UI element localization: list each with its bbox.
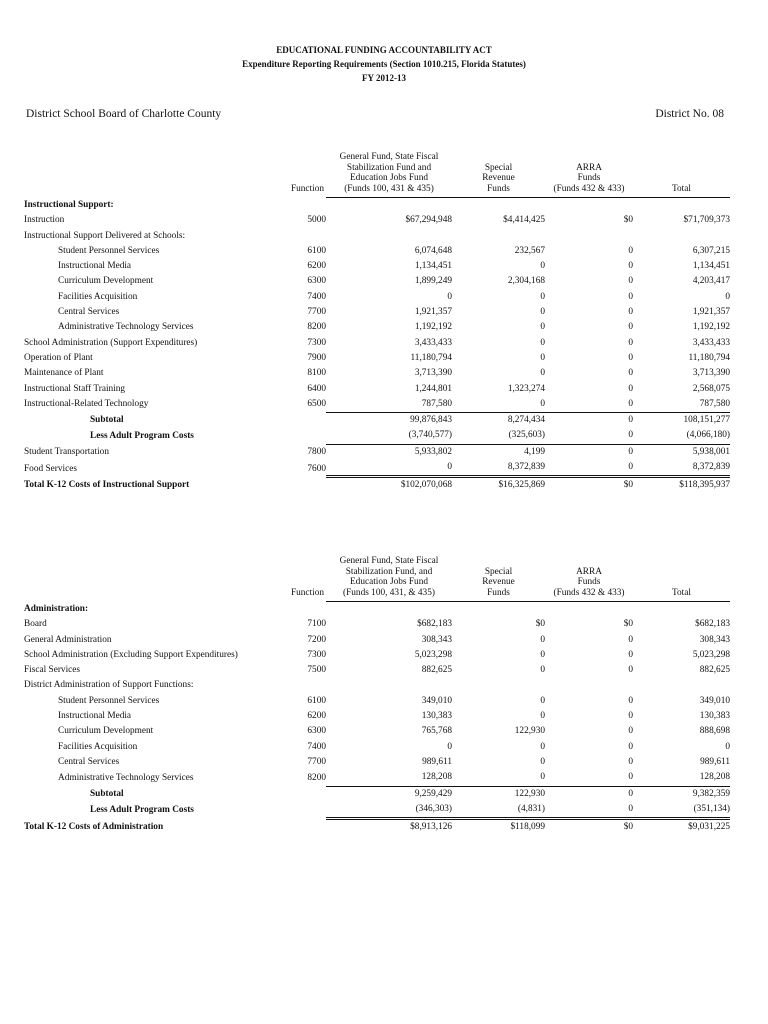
total-amount: $9,031,225 [633, 819, 730, 836]
row-label: Instructional Staff Training [24, 383, 126, 394]
total-amount: 3,713,390 [692, 368, 730, 379]
arra-funds-amount: 0 [628, 276, 633, 287]
arra-funds-amount: $0 [623, 215, 633, 226]
table-row [24, 366, 730, 381]
function-code: 6400 [307, 383, 326, 394]
arra-funds-amount: 0 [628, 649, 633, 660]
special-revenue-amount: 2,304,168 [507, 276, 545, 287]
label-column-header [24, 152, 286, 198]
special-revenue-amount [452, 229, 545, 244]
general-fund-amount: 308,343 [421, 634, 452, 645]
instructional-support-table [24, 152, 730, 494]
label-column-header [24, 556, 286, 602]
special-revenue-amount: $118,099 [452, 819, 545, 836]
total-amount: 1,134,451 [692, 261, 730, 272]
section-heading: Administration: [24, 604, 89, 614]
special-revenue-amount: 0 [540, 756, 545, 767]
row-label: Subtotal [90, 415, 124, 426]
row-label: Food Services [24, 463, 77, 474]
table-row [24, 382, 730, 397]
arra-funds-amount: 0 [628, 446, 633, 457]
general-fund-amount: 9,259,429 [414, 788, 452, 799]
row-label: Less Adult Program Costs [90, 805, 194, 816]
general-fund-amount: 11,180,794 [410, 352, 452, 363]
district-name: District School Board of Charlotte County [26, 108, 222, 120]
function-code: 7400 [307, 741, 326, 752]
header-line: (Funds 432 & 433) [553, 587, 625, 598]
row-label: School Administration (Excluding Support Expenditures) [24, 649, 238, 660]
arra-funds-amount: 0 [628, 352, 633, 363]
table-row [24, 663, 730, 678]
header-line: Total [672, 183, 691, 194]
table-row [24, 755, 730, 770]
arra-funds-amount: 0 [628, 711, 633, 722]
special-revenue-amount [452, 678, 545, 693]
row-label: Total K-12 Costs of Instructional Support [24, 480, 190, 491]
function-code [286, 477, 326, 494]
special-revenue-amount: 0 [540, 368, 545, 379]
general-fund-amount: 5,023,298 [414, 649, 452, 660]
special-revenue-amount: 232,567 [514, 245, 545, 256]
total-amount: 9,382,359 [692, 788, 730, 799]
function-code: 6200 [307, 711, 326, 722]
table-header-row [24, 556, 730, 602]
special-revenue-amount: $16,325,869 [452, 477, 545, 494]
header-line: (Funds 100, 431 & 435) [344, 183, 434, 194]
table-row [24, 477, 730, 494]
row-label: Administrative Technology Services [58, 322, 194, 333]
total-amount: 4,203,417 [692, 276, 730, 287]
general-fund-amount: 765,768 [421, 726, 452, 737]
total-amount: 989,611 [700, 756, 730, 767]
table-row [24, 229, 730, 244]
arra-funds-amount [545, 229, 633, 244]
special-revenue-amount: 4,199 [524, 446, 545, 457]
total-amount: (4,066,180) [633, 428, 730, 444]
function-code: 7500 [307, 665, 326, 676]
table-row [24, 305, 730, 320]
row-label: Curriculum Development [58, 276, 154, 287]
function-column-header: Function [290, 184, 324, 194]
arra-funds-amount [545, 678, 633, 693]
table-row [24, 444, 730, 460]
general-fund-amount: 349,010 [421, 695, 452, 706]
function-code: 8200 [307, 772, 326, 783]
total-amount: (351,134) [633, 802, 730, 819]
row-label: Administrative Technology Services [58, 772, 194, 783]
row-label: General Administration [24, 634, 112, 645]
arra-funds-amount: $0 [545, 477, 633, 494]
total-amount: 5,023,298 [692, 649, 730, 660]
header-line: (Funds 432 & 433) [553, 183, 625, 194]
total-amount: 8,372,839 [633, 460, 730, 477]
special-revenue-amount: 0 [540, 261, 545, 272]
general-fund-amount: 3,433,433 [414, 337, 452, 348]
general-fund-amount: 989,611 [422, 756, 452, 767]
arra-funds-amount: 0 [545, 397, 633, 413]
header-line: Education Jobs Fund [350, 577, 428, 587]
function-code [286, 819, 326, 836]
arra-funds-amount: 0 [628, 726, 633, 737]
special-revenue-amount: 8,372,839 [452, 460, 545, 477]
total-amount: 130,383 [699, 711, 730, 722]
row-label: Less Adult Program Costs [90, 430, 194, 441]
general-fund-amount: 1,899,249 [414, 276, 452, 287]
header-line: Funds [487, 183, 510, 194]
arra-funds-amount: 0 [628, 665, 633, 676]
special-revenue-amount: 0 [540, 307, 545, 318]
arra-funds-amount: $0 [623, 619, 633, 630]
table-row [24, 320, 730, 335]
table-row [24, 678, 730, 693]
special-revenue-amount: 122,930 [514, 726, 545, 737]
general-fund-amount: 1,192,192 [414, 322, 452, 333]
general-fund-amount [326, 229, 452, 244]
header-line: (Funds 100, 431, & 435) [343, 587, 435, 598]
general-fund-column-header [326, 556, 452, 602]
table-row [24, 336, 730, 351]
report-subtitle: Expenditure Reporting Requirements (Section 1010.215, Florida Statutes) [242, 59, 526, 69]
special-revenue-amount: (4,831) [452, 802, 545, 819]
row-label: Fiscal Services [24, 665, 81, 676]
arra-funds-amount: 0 [628, 307, 633, 318]
header-line: Funds [577, 173, 601, 183]
special-revenue-amount: 0 [540, 711, 545, 722]
total-amount: 882,625 [699, 665, 730, 676]
header-line: Total [672, 587, 691, 598]
arra-funds-amount: 0 [628, 383, 633, 394]
arra-funds-amount: 0 [628, 634, 633, 645]
special-revenue-amount: (325,603) [452, 428, 545, 444]
table-row [24, 274, 730, 289]
special-revenue-amount: 0 [540, 741, 545, 752]
arra-funds-amount: 0 [628, 368, 633, 379]
table-row [24, 694, 730, 709]
header-line: Funds [487, 587, 510, 598]
general-fund-amount: 1,134,451 [414, 261, 452, 272]
table-row [24, 460, 730, 477]
row-label: Board [24, 619, 47, 630]
function-code [286, 428, 326, 444]
header-line: General Fund, State Fiscal [339, 152, 439, 162]
general-fund-amount: 3,713,390 [414, 368, 452, 379]
function-code: 7600 [307, 463, 326, 474]
arra-funds-amount: 0 [628, 291, 633, 302]
function-code: 6500 [307, 399, 326, 410]
function-code [286, 229, 326, 244]
table-row [24, 290, 730, 305]
special-revenue-amount: 0 [540, 322, 545, 333]
arra-funds-column-header [545, 152, 633, 198]
row-label: Instruction [24, 215, 65, 226]
row-label: District Administration of Support Functions: [24, 680, 194, 691]
general-fund-amount: 130,383 [421, 711, 452, 722]
row-label: Student Personnel Services [58, 245, 160, 256]
total-amount: 6,307,215 [692, 245, 730, 256]
table-row [24, 213, 730, 228]
total-column-header [633, 152, 730, 198]
special-revenue-amount: 0 [540, 291, 545, 302]
table-row [24, 740, 730, 755]
row-label: Subtotal [90, 788, 124, 799]
function-code: 6100 [307, 245, 326, 256]
function-code: 7300 [307, 649, 326, 660]
section-heading-row [24, 198, 730, 214]
table-row [24, 709, 730, 724]
total-amount: 0 [725, 741, 730, 752]
general-fund-amount: 787,580 [326, 397, 452, 413]
function-code: 7800 [307, 446, 326, 457]
function-code: 6300 [307, 276, 326, 287]
row-label: Student Personnel Services [58, 695, 160, 706]
row-label: Instructional-Related Technology [24, 399, 149, 410]
total-amount: $118,395,937 [633, 477, 730, 494]
function-code [286, 678, 326, 693]
row-label: Maintenance of Plant [24, 368, 104, 379]
table-row [24, 770, 730, 786]
function-code: 7900 [307, 352, 326, 363]
arra-funds-amount: 0 [628, 788, 633, 799]
table-row [24, 428, 730, 444]
row-label: Total K-12 Costs of Administration [24, 822, 164, 833]
special-revenue-amount: 0 [452, 397, 545, 413]
total-amount: $682,183 [695, 619, 730, 630]
total-amount: 11,180,794 [688, 352, 730, 363]
header-line: Stabilization Fund and [346, 162, 432, 173]
arra-funds-amount: 0 [628, 245, 633, 256]
header-line: Revenue [482, 577, 515, 587]
header-line: Revenue [482, 173, 515, 183]
header-line: Funds [577, 577, 601, 587]
arra-funds-amount: 0 [628, 695, 633, 706]
arra-funds-amount: 0 [545, 802, 633, 819]
total-amount: 3,433,433 [692, 337, 730, 348]
total-amount: 5,938,001 [692, 446, 730, 457]
general-fund-amount: $102,070,068 [326, 477, 452, 494]
total-amount: 128,208 [633, 770, 730, 786]
table-row [24, 413, 730, 429]
arra-funds-amount: 0 [628, 415, 633, 426]
function-code: 8100 [307, 368, 326, 379]
general-fund-amount: 0 [326, 460, 452, 477]
general-fund-amount: $67,294,948 [405, 215, 452, 226]
arra-funds-amount: 0 [628, 756, 633, 767]
row-label: Curriculum Development [58, 726, 154, 737]
function-code: 6100 [307, 695, 326, 706]
general-fund-amount: $682,183 [417, 619, 452, 630]
total-column-header [633, 556, 730, 602]
general-fund-amount: (346,303) [326, 802, 452, 819]
total-amount: 349,010 [699, 695, 730, 706]
row-label: Central Services [58, 756, 120, 767]
table-row [24, 259, 730, 274]
special-revenue-amount: 122,930 [514, 788, 545, 799]
general-fund-column-header [326, 152, 452, 198]
arra-funds-amount: 0 [545, 770, 633, 786]
function-code: 7700 [307, 307, 326, 318]
special-revenue-amount: 0 [540, 634, 545, 645]
row-label: Student Transportation [24, 446, 109, 457]
header-line: Stabilization Fund, and [345, 566, 433, 577]
table-row [24, 633, 730, 648]
row-label: Operation of Plant [24, 352, 93, 363]
table-header-row [24, 152, 730, 198]
special-revenue-amount: 0 [540, 695, 545, 706]
general-fund-amount: 0 [447, 741, 452, 752]
total-amount: 108,151,277 [683, 415, 730, 426]
fiscal-year: FY 2012-13 [362, 73, 406, 83]
special-revenue-amount: $4,414,425 [503, 215, 545, 226]
function-code [286, 786, 326, 802]
row-label: Facilities Acquisition [58, 291, 138, 302]
row-label: Facilities Acquisition [58, 741, 138, 752]
district-number: District No. 08 [655, 108, 724, 120]
total-amount: $71,709,373 [683, 215, 730, 226]
administration-table [24, 556, 730, 835]
function-code [286, 802, 326, 819]
arra-funds-amount: 0 [545, 460, 633, 477]
table-row [24, 351, 730, 366]
table-row [24, 802, 730, 819]
arra-funds-amount: 0 [628, 322, 633, 333]
arra-funds-amount: 0 [628, 261, 633, 272]
special-revenue-column-header [452, 556, 545, 602]
general-fund-amount: 1,244,801 [414, 383, 452, 394]
arra-funds-amount: 0 [628, 741, 633, 752]
total-amount: 1,921,357 [692, 307, 730, 318]
report-title: EDUCATIONAL FUNDING ACCOUNTABILITY ACT [276, 45, 492, 55]
special-revenue-amount: 1,323,274 [507, 383, 545, 394]
function-code: 7200 [307, 634, 326, 645]
total-amount: 308,343 [699, 634, 730, 645]
table-row [24, 397, 730, 413]
arra-funds-column-header [545, 556, 633, 602]
general-fund-amount: 128,208 [326, 770, 452, 786]
function-code: 7100 [307, 619, 326, 630]
total-amount [633, 678, 730, 693]
function-code: 8200 [307, 322, 326, 333]
table-row [24, 617, 730, 632]
row-label: Central Services [58, 307, 120, 318]
general-fund-amount: (3,740,577) [326, 428, 452, 444]
total-amount [633, 229, 730, 244]
total-amount: 2,568,075 [692, 383, 730, 394]
header-line: General Fund, State Fiscal [339, 556, 439, 566]
header-line: ARRA [576, 162, 602, 173]
special-revenue-amount: 0 [540, 649, 545, 660]
total-amount: 787,580 [633, 397, 730, 413]
table-row [24, 819, 730, 836]
arra-funds-amount: 0 [628, 337, 633, 348]
header-line: ARRA [576, 566, 602, 577]
row-label: Instructional Media [58, 261, 132, 272]
table-row [24, 724, 730, 739]
arra-funds-amount: $0 [545, 819, 633, 836]
total-amount: 0 [725, 291, 730, 302]
header-line: Education Jobs Fund [350, 173, 428, 183]
row-label: School Administration (Support Expenditures) [24, 337, 198, 348]
table-row [24, 244, 730, 259]
header-line: Special [484, 566, 513, 577]
general-fund-amount: 6,074,648 [414, 245, 452, 256]
function-code: 6300 [307, 726, 326, 737]
special-revenue-column-header [452, 152, 545, 198]
general-fund-amount: 1,921,357 [414, 307, 452, 318]
row-label: Instructional Media [58, 711, 132, 722]
arra-funds-amount: 0 [545, 428, 633, 444]
table-row [24, 786, 730, 802]
table-row [24, 648, 730, 663]
special-revenue-amount: 0 [540, 337, 545, 348]
section-heading-row [24, 602, 730, 618]
special-revenue-amount: 0 [452, 770, 545, 786]
function-code: 7700 [307, 756, 326, 767]
special-revenue-amount: 0 [540, 665, 545, 676]
section-heading: Instructional Support: [24, 200, 114, 210]
function-code: 5000 [307, 215, 326, 226]
function-code: 7300 [307, 337, 326, 348]
general-fund-amount: 882,625 [421, 665, 452, 676]
function-code: 6200 [307, 261, 326, 272]
general-fund-amount: 0 [447, 291, 452, 302]
general-fund-amount: 5,933,802 [414, 446, 452, 457]
row-label: Instructional Support Delivered at Schools: [24, 230, 186, 241]
general-fund-amount: 99,876,843 [410, 415, 452, 426]
special-revenue-amount: 0 [540, 352, 545, 363]
header-line: Special [484, 162, 513, 173]
special-revenue-amount: $0 [535, 619, 545, 630]
general-fund-amount [326, 678, 452, 693]
function-code [286, 413, 326, 429]
function-code: 7400 [307, 291, 326, 302]
total-amount: 1,192,192 [692, 322, 730, 333]
special-revenue-amount: 8,274,434 [507, 415, 545, 426]
general-fund-amount: $8,913,126 [326, 819, 452, 836]
function-column-header: Function [290, 588, 324, 598]
total-amount: 888,698 [699, 726, 730, 737]
